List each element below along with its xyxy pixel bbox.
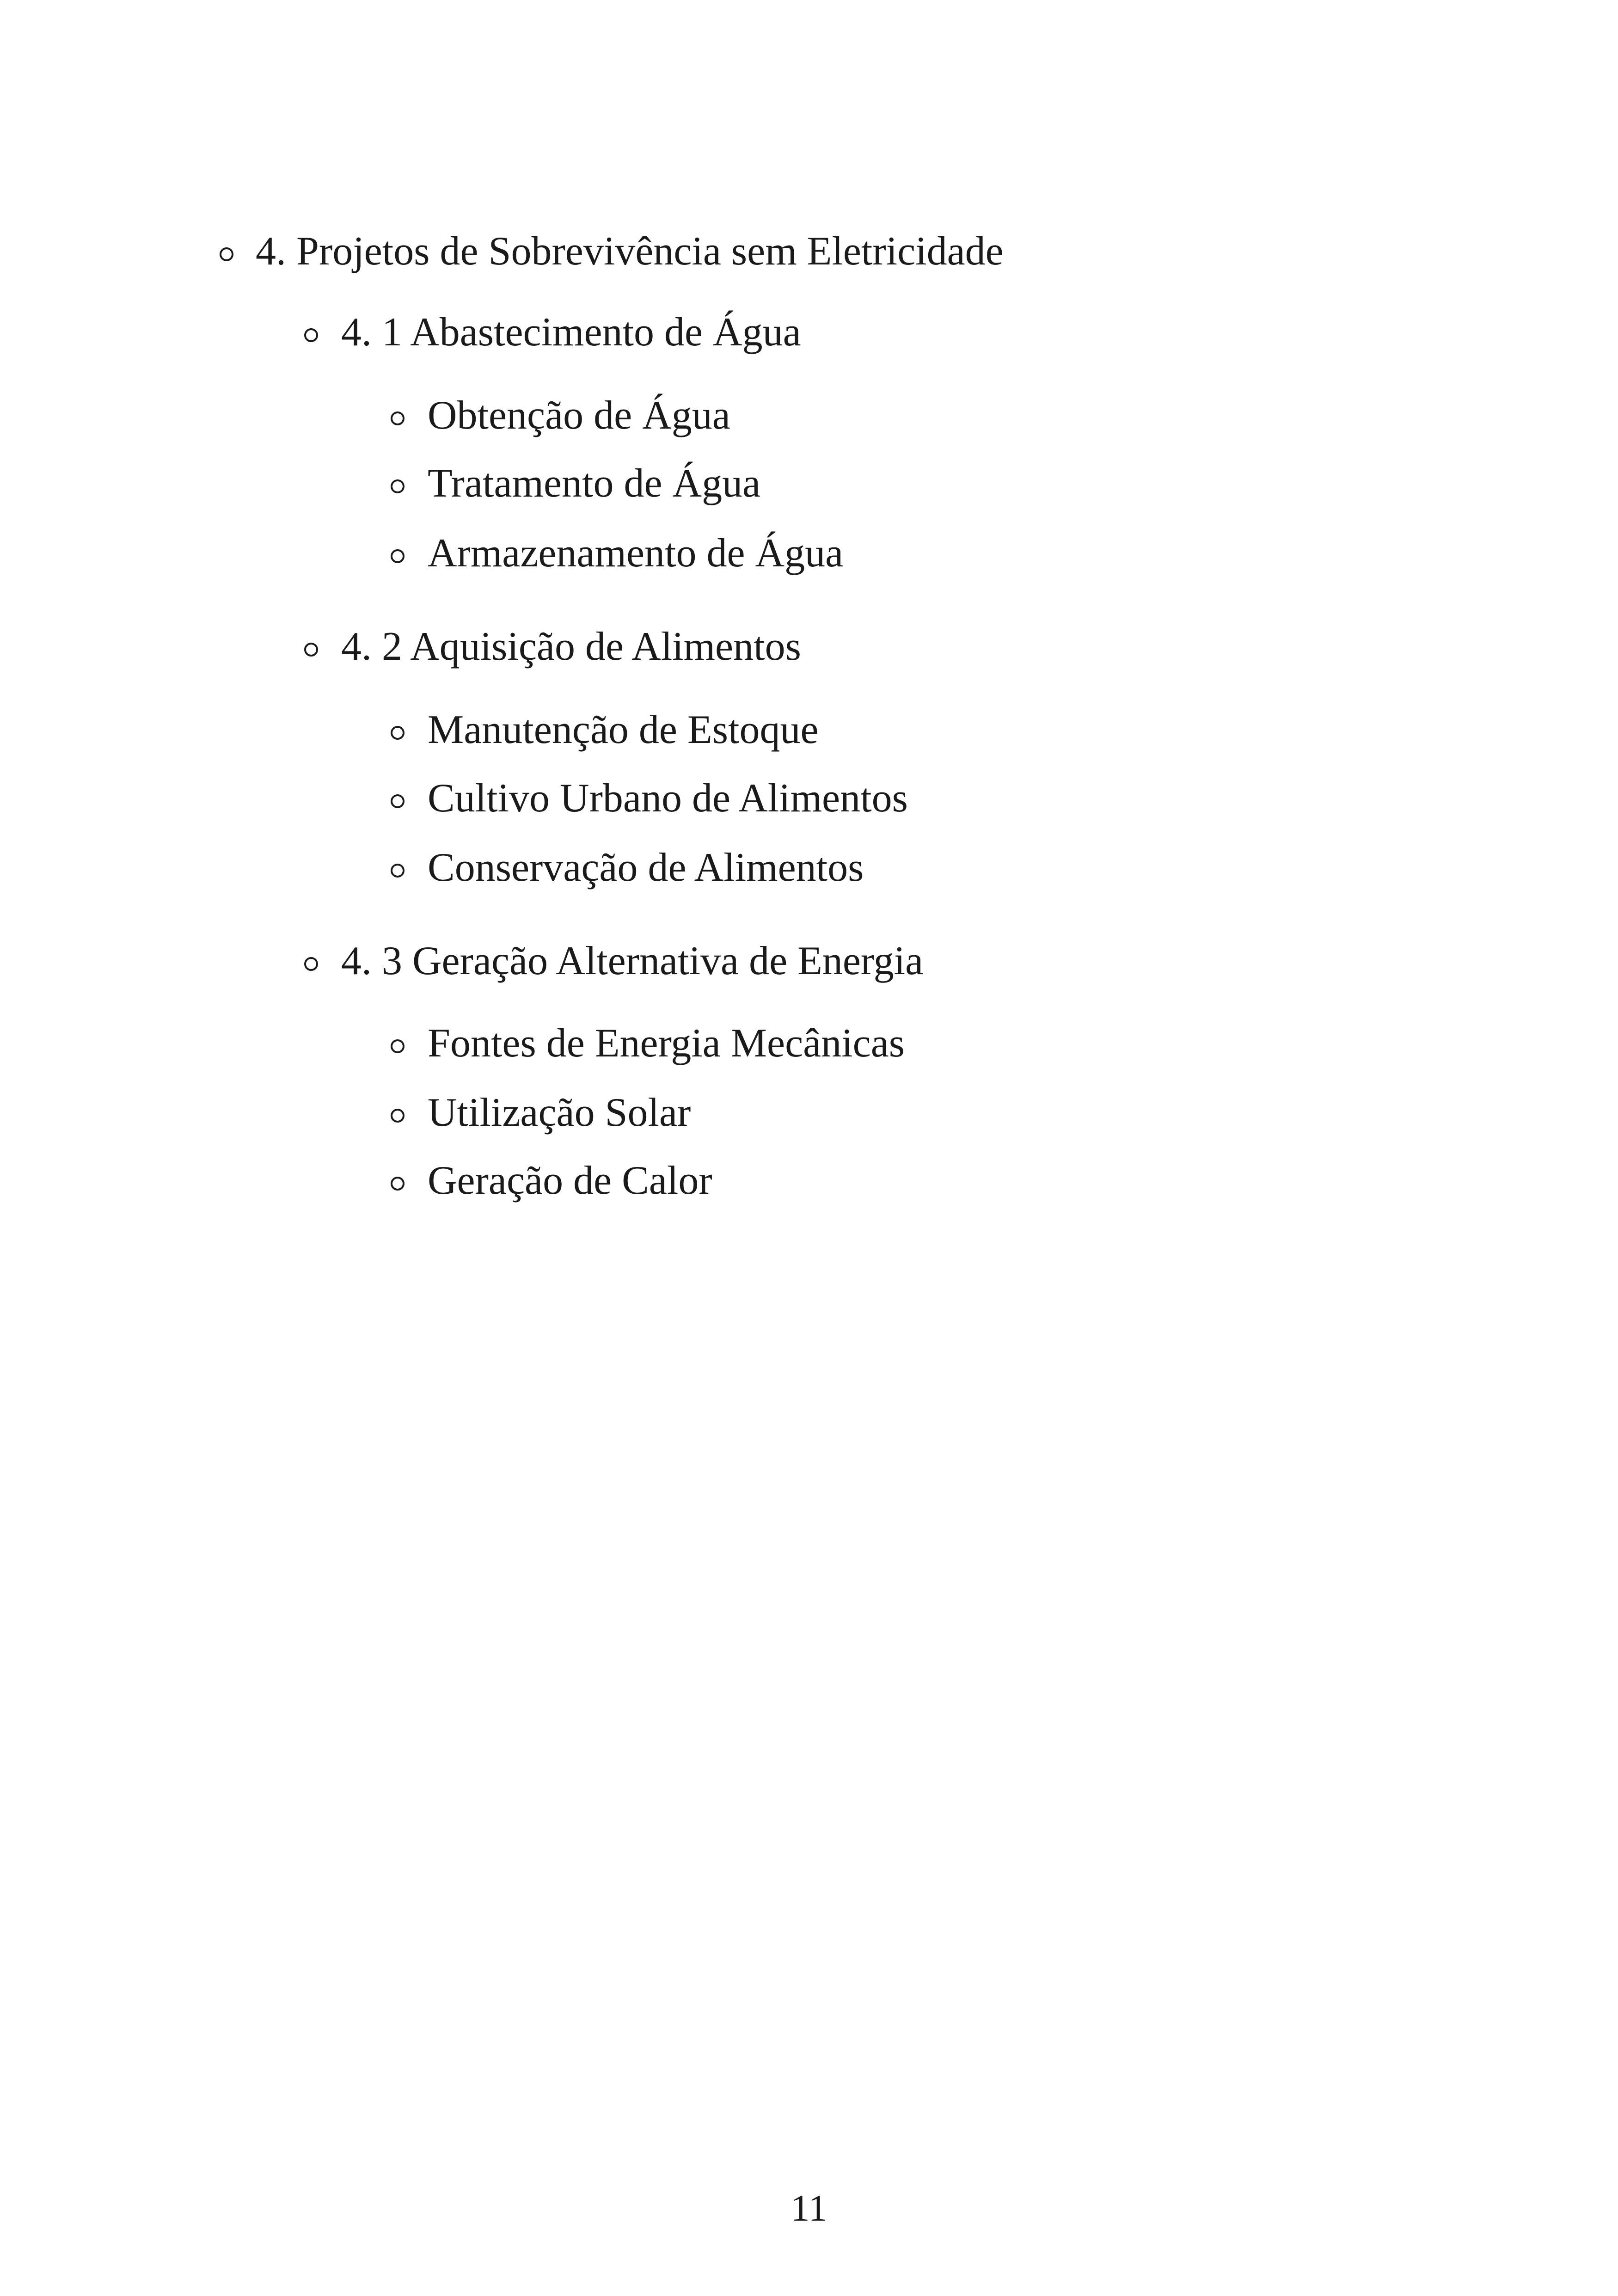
list-item: Tratamento de Água [428,461,761,506]
bullet-icon [391,794,404,808]
list-item: Manutenção de Estoque [428,707,819,752]
bullet-icon [391,864,404,878]
list-item: Utilização Solar [428,1090,691,1135]
page-number: 11 [791,2187,827,2229]
list-item: Geração de Calor [428,1158,712,1203]
bullet-icon [304,328,318,342]
bullet-icon [391,1039,404,1053]
bullet-icon [304,643,318,657]
list-item: Cultivo Urbano de Alimentos [428,776,908,821]
bullet-icon [220,247,233,261]
list-item: Armazenamento de Água [428,531,844,576]
section-heading: 4. 2 Aquisição de Alimentos [341,624,801,669]
bullet-icon [391,1109,404,1123]
outline-title: 4. Projetos de Sobrevivência sem Eletricidade [256,229,1004,274]
list-item: Conservação de Alimentos [428,845,864,890]
bullet-icon [391,549,404,563]
bullet-icon [391,1177,404,1191]
bullet-icon [391,726,404,740]
bullet-icon [304,957,318,971]
list-item: Fontes de Energia Mecânicas [428,1021,905,1066]
bullet-icon [391,479,404,493]
section-heading: 4. 1 Abastecimento de Água [341,310,801,355]
list-item: Obtenção de Água [428,393,730,438]
bullet-icon [391,411,404,425]
section-heading: 4. 3 Geração Alternativa de Energia [341,939,924,983]
